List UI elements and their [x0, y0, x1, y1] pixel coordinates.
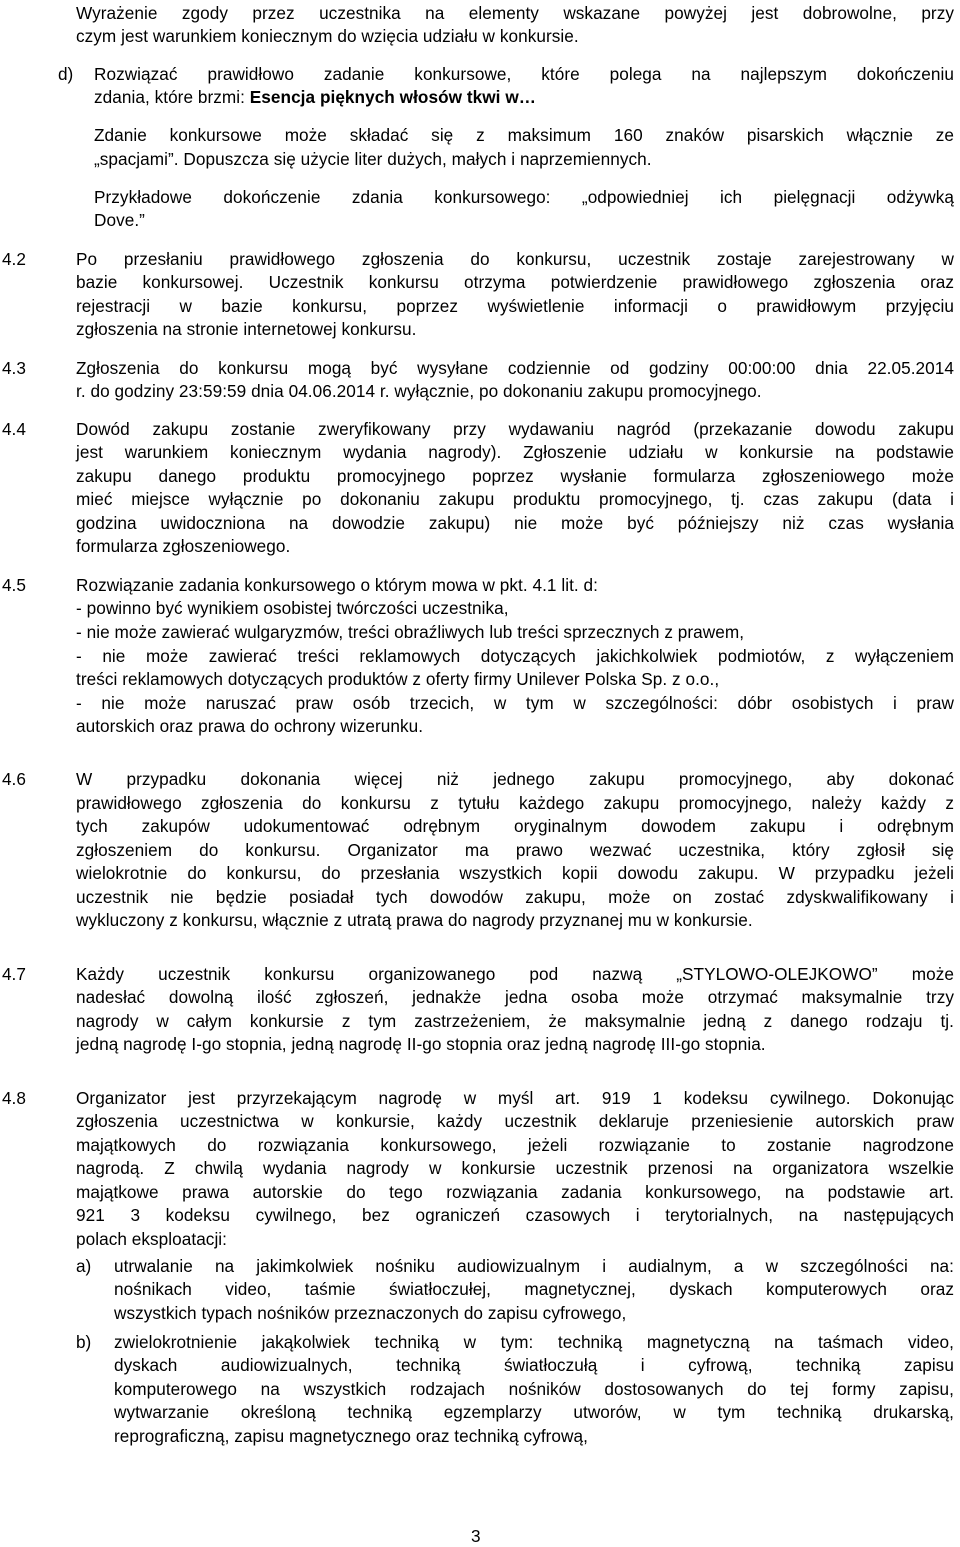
- section-4-7-number: 4.7: [2, 964, 26, 984]
- section-4-8-line: nagrodą. Z chwilą wydania nagrody w konkursie uczestnik przenosi na organizatora wszelkie: [76, 1158, 954, 1178]
- section-4-3-line: Zgłoszenia do konkursu mogą być wysyłane codziennie od godziny 00:00:00 dnia 22.05.2014: [76, 358, 954, 378]
- item-d-line-2-prefix: zdania, które brzmi:: [94, 87, 250, 107]
- section-4-4-line: mieć miejsce wyłącznie po dokonaniu zakupu produktu promocyjnego, tj. czas zakupu (data i: [76, 489, 954, 509]
- section-4-5-line: - nie może zawierać treści reklamowych dotyczących jakichkolwiek podmiotów, z wyłączeniem: [76, 646, 954, 666]
- section-4-8-number: 4.8: [2, 1088, 26, 1108]
- section-4-5-line: autorskich oraz prawa do ochrony wizerunku.: [76, 716, 424, 736]
- section-4-2-line: Po przesłaniu prawidłowego zgłoszenia do konkursu, uczestnik zostaje zarejestrowany w: [76, 249, 954, 269]
- section-4-2-line: rejestracji w bazie konkursu, poprzez wyświetlenie informacji o prawidłowym przyjęciu: [76, 296, 954, 316]
- item-d-p3-line-2: Dove.”: [94, 210, 145, 230]
- subitem-a-line: utrwalanie na jakimkolwiek nośniku audiowizualnym i audialnym, a w szczególności na:: [114, 1256, 954, 1276]
- subitem-b-line: dyskach audiowizualnych, techniką światłoczułą i cyfrową, techniką zapisu: [114, 1355, 954, 1375]
- section-4-7-line: Każdy uczestnik konkursu organizowanego pod nazwą „STYLOWO-OLEJKOWO” może: [76, 964, 954, 984]
- section-4-8-line: Organizator jest przyrzekającym nagrodę w myśl art. 919 1 kodeksu cywilnego. Dokonując: [76, 1088, 954, 1108]
- section-4-8-line: 921 3 kodeksu cywilnego, bez ograniczeń czasowych i terytorialnych, na następujących: [76, 1205, 954, 1225]
- section-4-3-line: r. do godziny 23:59:59 dnia 04.06.2014 r. wyłącznie, po dokonaniu zakupu promocyjnego.: [76, 381, 762, 401]
- section-4-6-line: tych zakupów udokumentować odrębnym oryginalnym dowodem zakupu i odrębnym: [76, 816, 954, 836]
- section-4-8-line: zgłoszenia uczestnictwa w konkursie, każdy uczestnik deklaruje przeniesienie autorskich praw: [76, 1111, 954, 1131]
- section-4-2-number: 4.2: [2, 249, 26, 269]
- section-4-6-line: wielokrotnie do konkursu, do przesłania wszystkich kopii dowodu zakupu. W przypadku jeżeli: [76, 863, 954, 883]
- section-4-5-line: - nie może naruszać praw osób trzecich, w tym w szczególności: dóbr osobistych i praw: [76, 693, 954, 713]
- section-4-3-number: 4.3: [2, 358, 26, 378]
- section-4-5-line: - nie może zawierać wulgaryzmów, treści obraźliwych lub treści sprzecznych z prawem,: [76, 622, 745, 642]
- section-4-5-line: - powinno być wynikiem osobistej twórczości uczestnika,: [76, 598, 509, 618]
- item-d-p3-line-1: Przykładowe dokończenie zdania konkursowego: „odpowiedniej ich pielęgnacji odżywką: [94, 187, 954, 207]
- subitem-a-line: nośnikach video, taśmie światłoczułej, magnetycznej, dyskach komputerowych oraz: [114, 1279, 954, 1299]
- section-4-2-line: bazie konkursowej. Uczestnik konkursu otrzyma potwierdzenie prawidłowego zgłoszenia oraz: [76, 272, 954, 292]
- section-4-8-line: majątkowych do rozwiązania konkursowego, jeżeli rozwiązanie to zostanie nagrodzone: [76, 1135, 954, 1155]
- section-4-4-line: jest warunkiem koniecznym wydania nagrody). Zgłoszenie udziału w konkursie na podstawie: [76, 442, 954, 462]
- section-4-5-number: 4.5: [2, 575, 26, 595]
- section-4-7-line: nadesłać dowolną ilość zgłoszeń, jednakże jedna osoba może otrzymać maksymalnie trzy: [76, 987, 954, 1007]
- section-4-8-line: polach eksploatacji:: [76, 1229, 228, 1249]
- contest-phrase: Esencja pięknych włosów tkwi w…: [249, 87, 536, 107]
- page-number: 3: [471, 1526, 481, 1546]
- section-4-7-line: nagrody w całym konkursie z tym zastrzeżeniem, że maksymalnie jedną z danego rodzaju tj.: [76, 1011, 954, 1031]
- section-4-6-line: uczestnik nie będzie posiadał tych dowodów zakupu, może on zostać zdyskwalifikowany i: [76, 887, 954, 907]
- intro-line-2: czym jest warunkiem koniecznym do wzięcia udziału w konkursie.: [76, 26, 579, 46]
- section-4-6-line: prawidłowego zgłoszenia do konkursu z tytułu każdego zakupu promocyjnego, należy każdy z: [76, 793, 954, 813]
- item-d-line-2: [94, 86, 536, 108]
- section-4-7-line: jedną nagrodę I-go stopnia, jedną nagrodę II-go stopnia oraz jedną nagrodę III-go stopnia.: [76, 1034, 766, 1054]
- subitem-b-line: reprograficzną, zapisu magnetycznego oraz techniką cyfrową,: [114, 1426, 588, 1446]
- section-4-6-line: W przypadku dokonania więcej niż jednego zakupu promocyjnego, aby dokonać: [76, 769, 954, 789]
- section-4-6-number: 4.6: [2, 769, 26, 789]
- item-d-marker: d): [58, 64, 74, 84]
- section-4-4-number: 4.4: [2, 419, 26, 439]
- subitem-b-marker: b): [76, 1332, 92, 1352]
- section-4-4-line: zakupu danego produktu promocyjnego poprzez wysłanie formularza zgłoszeniowego może: [76, 466, 954, 486]
- section-4-4-line: formularza zgłoszeniowego.: [76, 536, 291, 556]
- item-d-p2-line-1: Zdanie konkursowe może składać się z maksimum 160 znaków pisarskich włącznie ze: [94, 125, 954, 145]
- subitem-b-line: komputerowego na wszystkich rodzajach nośników dostosowanych do tej formy zapisu,: [114, 1379, 954, 1399]
- item-d-p2-line-2: „spacjami”. Dopuszcza się użycie liter dużych, małych i naprzemiennych.: [94, 149, 652, 169]
- subitem-a-line: wszystkich typach nośników przeznaczonych do zapisu cyfrowego,: [114, 1303, 627, 1323]
- section-4-6-line: zgłoszeniem do konkursu. Organizator ma prawo wezwać uczestnika, który zgłosił się: [76, 840, 954, 860]
- item-d-line-1: Rozwiązać prawidłowo zadanie konkursowe, które polega na najlepszym dokończeniu: [94, 64, 954, 84]
- subitem-b-line: wytwarzanie określoną techniką egzemplarzy utworów, w tym techniką drukarską,: [114, 1402, 954, 1422]
- section-4-5-line: Rozwiązanie zadania konkursowego o którym mowa w pkt. 4.1 lit. d:: [76, 575, 598, 595]
- section-4-8-line: majątkowe prawa autorskie do tego rozwiązania zadania konkursowego, na podstawie art.: [76, 1182, 954, 1202]
- section-4-2-line: zgłoszenia na stronie internetowej konkursu.: [76, 319, 417, 339]
- intro-line-1: Wyrażenie zgody przez uczestnika na elementy wskazane powyżej jest dobrowolne, przy: [76, 3, 954, 23]
- subitem-a-marker: a): [76, 1256, 92, 1276]
- subitem-b-line: zwielokrotnienie jakąkolwiek techniką w tym: techniką magnetyczną na taśmach video,: [114, 1332, 954, 1352]
- section-4-6-line: wykluczony z konkursu, włącznie z utratą prawa do nagrody przyznanej mu w konkursie.: [76, 910, 753, 930]
- section-4-4-line: godzina uwidoczniona na dowodzie zakupu) nie może być późniejszy niż czas wysłania: [76, 513, 954, 533]
- section-4-4-line: Dowód zakupu zostanie zweryfikowany przy wydawaniu nagród (przekazanie dowodu zakupu: [76, 419, 954, 439]
- section-4-5-line: treści reklamowych dotyczących produktów z oferty firmy Unilever Polska Sp. z o.o.,: [76, 669, 720, 689]
